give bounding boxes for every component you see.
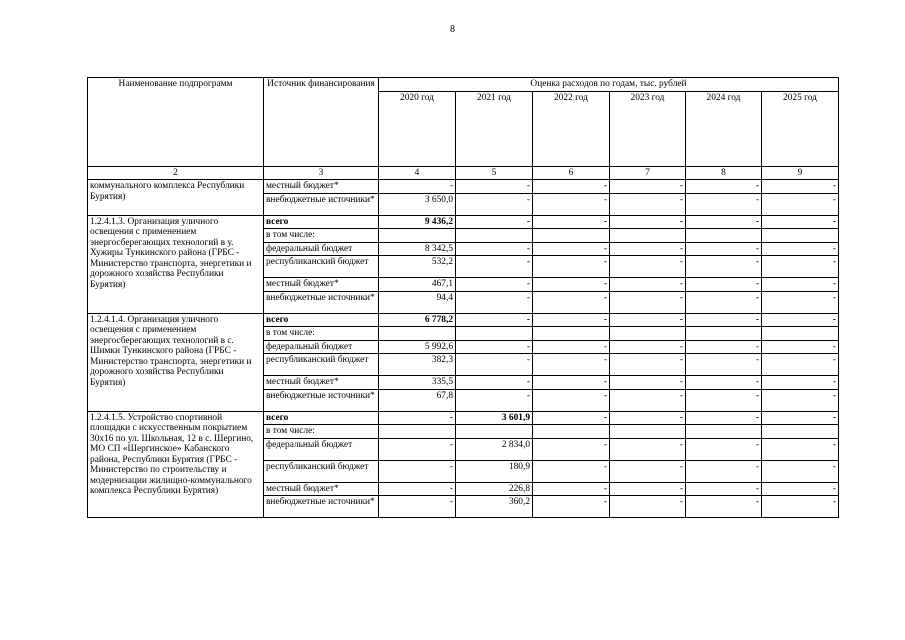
year-value: - xyxy=(762,354,839,376)
year-value: - xyxy=(456,193,533,215)
year-value: - xyxy=(533,193,610,215)
budget-table xyxy=(87,77,839,518)
year-value xyxy=(456,425,533,439)
year-value: - xyxy=(610,496,686,518)
year-value: - xyxy=(762,496,839,518)
year-value xyxy=(533,425,610,439)
year-value xyxy=(533,327,610,341)
header-year: 2023 год xyxy=(610,91,686,166)
year-value: - xyxy=(610,193,686,215)
year-value: - xyxy=(456,291,533,313)
year-value: - xyxy=(762,482,839,496)
year-value: - xyxy=(762,340,839,354)
subprogram-name: 1.2.4.1.4. Организация уличного освещения с применением энергосберегающих технологий в с. Шимки Тункинского района (ГРБС - Министерство транспорта, энергетики и дорожного хозяйства Республики Бурятия) xyxy=(88,313,264,411)
header-row xyxy=(88,78,839,92)
header-year: 2025 год xyxy=(762,91,839,166)
year-value: - xyxy=(379,496,456,518)
year-value xyxy=(762,229,839,243)
funding-source: местный бюджет* xyxy=(264,482,379,496)
year-value: - xyxy=(686,193,762,215)
table-row xyxy=(88,411,839,425)
header-year: 2021 год xyxy=(456,91,533,166)
year-value: - xyxy=(610,313,686,327)
year-value: - xyxy=(533,278,610,292)
year-value: - xyxy=(686,291,762,313)
year-value: 9 436,2 xyxy=(379,215,456,229)
year-value: 67,8 xyxy=(379,389,456,411)
funding-source: в том числе: xyxy=(264,327,379,341)
year-value: - xyxy=(762,460,839,482)
funding-source: внебюджетные источники* xyxy=(264,496,379,518)
subprogram-name: 1.2.4.1.5. Устройство спортивной площадки с искусственным покрытием 30х16 по ул. Школьная, 12 в с. Шергино, МО СП «Шергинское» Кабанского района, Республики Бурятия (ГРБС - Министерство по строительству и модернизации жилищно-коммунального комплекса Республики Бурятия) xyxy=(88,411,264,518)
year-value: 94,4 xyxy=(379,291,456,313)
year-value: - xyxy=(762,411,839,425)
year-value: - xyxy=(456,313,533,327)
year-value: 8 342,5 xyxy=(379,242,456,256)
year-value xyxy=(762,327,839,341)
year-value: - xyxy=(456,278,533,292)
year-value: - xyxy=(533,313,610,327)
year-value: - xyxy=(762,291,839,313)
year-value: - xyxy=(686,215,762,229)
year-value: - xyxy=(686,376,762,390)
funding-source: республиканский бюджет xyxy=(264,354,379,376)
year-value: - xyxy=(762,215,839,229)
year-value: - xyxy=(610,340,686,354)
year-value: - xyxy=(533,496,610,518)
header-source: Источник финансирования xyxy=(264,78,379,167)
funding-source: всего xyxy=(264,215,379,229)
funding-source: всего xyxy=(264,411,379,425)
year-value: - xyxy=(610,411,686,425)
year-value: - xyxy=(456,256,533,278)
page-number: 8 xyxy=(450,24,455,35)
funding-source: местный бюджет* xyxy=(264,376,379,390)
year-value xyxy=(686,425,762,439)
year-value: - xyxy=(686,242,762,256)
year-value xyxy=(762,425,839,439)
year-value: 382,3 xyxy=(379,354,456,376)
year-value: - xyxy=(533,482,610,496)
year-value: - xyxy=(762,242,839,256)
year-value: 467,1 xyxy=(379,278,456,292)
year-value: - xyxy=(686,389,762,411)
year-value: - xyxy=(686,411,762,425)
column-number: 6 xyxy=(533,166,610,180)
funding-source: местный бюджет* xyxy=(264,180,379,194)
column-number: 5 xyxy=(456,166,533,180)
year-value xyxy=(533,229,610,243)
year-value: - xyxy=(762,313,839,327)
year-value: - xyxy=(533,389,610,411)
year-value: - xyxy=(686,438,762,460)
year-value xyxy=(379,425,456,439)
funding-source: в том числе: xyxy=(264,229,379,243)
year-value: - xyxy=(379,482,456,496)
year-value: - xyxy=(456,215,533,229)
funding-source: федеральный бюджет xyxy=(264,438,379,460)
year-value: - xyxy=(456,340,533,354)
year-value: - xyxy=(762,256,839,278)
table-row xyxy=(88,313,839,327)
year-value: - xyxy=(533,460,610,482)
funding-source: внебюджетные источники* xyxy=(264,193,379,215)
funding-source: республиканский бюджет xyxy=(264,256,379,278)
year-value: - xyxy=(686,278,762,292)
year-value: - xyxy=(610,180,686,194)
year-value: - xyxy=(610,376,686,390)
funding-source: республиканский бюджет xyxy=(264,460,379,482)
funding-source: всего xyxy=(264,313,379,327)
year-value: - xyxy=(610,389,686,411)
year-value: - xyxy=(610,256,686,278)
year-value: 532,2 xyxy=(379,256,456,278)
year-value: - xyxy=(686,482,762,496)
year-value: - xyxy=(762,180,839,194)
year-value: 226,8 xyxy=(456,482,533,496)
year-value: - xyxy=(379,460,456,482)
year-value: - xyxy=(686,496,762,518)
funding-source: внебюджетные источники* xyxy=(264,291,379,313)
column-number: 8 xyxy=(686,166,762,180)
year-value xyxy=(686,327,762,341)
year-value: - xyxy=(456,389,533,411)
column-number: 2 xyxy=(88,166,264,180)
column-number: 4 xyxy=(379,166,456,180)
header-name: Наименование подпрограмм xyxy=(88,78,264,167)
year-value xyxy=(610,229,686,243)
year-value: - xyxy=(533,242,610,256)
year-value: - xyxy=(610,482,686,496)
year-value: - xyxy=(762,278,839,292)
subprogram-name: 1.2.4.1.3. Организация уличного освещения с применением энергосберегающих технологий в у. Хужиры Тункинского района (ГРБС - Министерство транспорта, энергетики и дорожного хозяйства Республики Бурятия) xyxy=(88,215,264,313)
year-value xyxy=(686,229,762,243)
year-value: - xyxy=(762,376,839,390)
subprogram-name: коммунального комплекса Республики Бурятия) xyxy=(88,180,264,216)
year-value: - xyxy=(610,242,686,256)
year-value: 335,5 xyxy=(379,376,456,390)
column-number: 7 xyxy=(610,166,686,180)
year-value: - xyxy=(533,411,610,425)
funding-source: федеральный бюджет xyxy=(264,340,379,354)
year-value: - xyxy=(686,460,762,482)
year-value: - xyxy=(379,180,456,194)
year-value: - xyxy=(686,340,762,354)
year-value: - xyxy=(533,340,610,354)
year-value: - xyxy=(533,354,610,376)
column-number: 9 xyxy=(762,166,839,180)
header-estimate: Оценка расходов по годам, тыс. рублей xyxy=(379,78,839,92)
year-value: - xyxy=(456,180,533,194)
funding-source: федеральный бюджет xyxy=(264,242,379,256)
year-value: - xyxy=(379,438,456,460)
year-value: 3 650,0 xyxy=(379,193,456,215)
year-value: 3 601,9 xyxy=(456,411,533,425)
year-value: - xyxy=(610,438,686,460)
year-value: - xyxy=(533,376,610,390)
year-value: - xyxy=(610,215,686,229)
year-value xyxy=(610,327,686,341)
year-value: - xyxy=(533,438,610,460)
year-value: - xyxy=(610,278,686,292)
year-value: - xyxy=(686,180,762,194)
year-value: - xyxy=(533,215,610,229)
year-value: 2 834,0 xyxy=(456,438,533,460)
funding-source: местный бюджет* xyxy=(264,278,379,292)
year-value: 180,9 xyxy=(456,460,533,482)
year-value xyxy=(456,229,533,243)
year-value: - xyxy=(686,256,762,278)
year-value: - xyxy=(456,242,533,256)
year-value: - xyxy=(533,291,610,313)
year-value: - xyxy=(456,376,533,390)
year-value: - xyxy=(762,389,839,411)
year-value: - xyxy=(379,411,456,425)
year-value xyxy=(610,425,686,439)
year-value: 6 778,2 xyxy=(379,313,456,327)
header-year: 2024 год xyxy=(686,91,762,166)
year-value: - xyxy=(533,256,610,278)
year-value: 360,2 xyxy=(456,496,533,518)
year-value xyxy=(379,327,456,341)
year-value: - xyxy=(610,354,686,376)
table-row xyxy=(88,180,839,194)
year-value: - xyxy=(456,354,533,376)
year-value: - xyxy=(610,460,686,482)
header-year: 2022 год xyxy=(533,91,610,166)
table-row xyxy=(88,215,839,229)
year-value: - xyxy=(762,438,839,460)
year-value: - xyxy=(610,291,686,313)
column-number: 3 xyxy=(264,166,379,180)
year-value: 5 992,6 xyxy=(379,340,456,354)
year-value: - xyxy=(533,180,610,194)
header-year: 2020 год xyxy=(379,91,456,166)
year-value: - xyxy=(686,313,762,327)
year-value xyxy=(456,327,533,341)
year-value: - xyxy=(686,354,762,376)
year-value xyxy=(379,229,456,243)
funding-source: внебюджетные источники* xyxy=(264,389,379,411)
funding-source: в том числе: xyxy=(264,425,379,439)
column-numbers-row xyxy=(88,166,839,180)
year-value: - xyxy=(762,193,839,215)
